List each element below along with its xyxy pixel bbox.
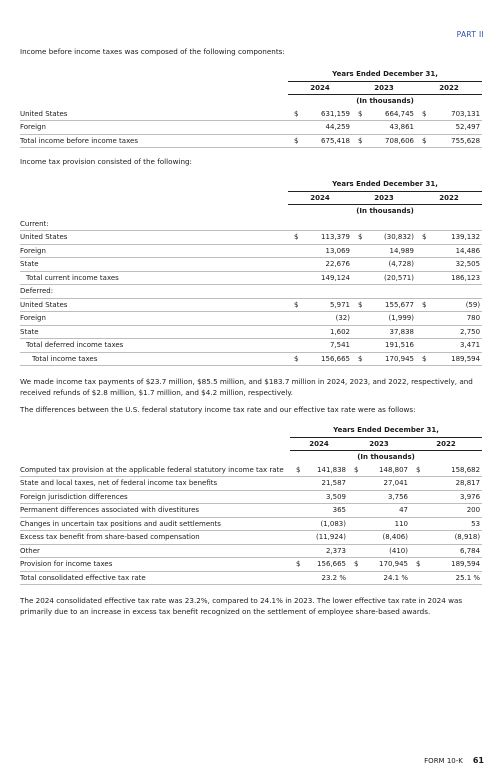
row-value: 27,041: [362, 477, 410, 491]
row-value: 14,486: [430, 244, 482, 258]
dollar-sign: [416, 339, 430, 353]
row-value: 53: [424, 517, 482, 531]
dollar-sign: [288, 339, 302, 353]
row-value: 675,418: [302, 134, 352, 148]
payments-paragraph: We made income tax payments of $23.7 million, $85.5 million, and $183.7 million in 2024, 2023, and 2022, respectively, and received refunds of $2.8 million, $1.7 million, and $4.2 million, respectively.: [20, 377, 473, 397]
dollar-sign: $: [352, 134, 366, 148]
dollar-sign: [348, 490, 362, 504]
row-value: 37,838: [366, 325, 416, 339]
dollar-sign: [410, 504, 424, 518]
row-value: (4,728): [366, 258, 416, 272]
dollar-sign: [288, 271, 302, 285]
row-value: (1,083): [302, 517, 348, 531]
row-value: 186,123: [430, 271, 482, 285]
dollar-sign: [416, 271, 430, 285]
dollar-sign: [352, 244, 366, 258]
table-row: [20, 325, 482, 339]
dollar-sign: [410, 477, 424, 491]
row-value: 3,509: [302, 490, 348, 504]
dollar-sign: [348, 571, 362, 585]
row-value: 155,677: [366, 298, 416, 312]
row-label: State and local taxes, net of federal income tax benefits: [20, 477, 290, 491]
row-value: 755,628: [430, 134, 482, 148]
row-value: 141,838: [302, 464, 348, 477]
header-spacer: [20, 178, 288, 191]
table-row: [20, 121, 482, 135]
row-label: Total consolidated effective tax rate: [20, 571, 290, 585]
dollar-sign: [290, 504, 302, 518]
row-value: 170,945: [366, 352, 416, 366]
dollar-sign: [410, 531, 424, 545]
row-value: 5,971: [302, 298, 352, 312]
row-label: United States: [20, 108, 288, 121]
row-value: 7,541: [302, 339, 352, 353]
table-title: Years Ended December 31,: [288, 178, 482, 191]
year-header: 2024: [290, 437, 348, 451]
page-number: 61: [472, 756, 484, 765]
table-row: [20, 504, 482, 518]
row-value: 113,379: [302, 231, 352, 245]
table-row: [20, 490, 482, 504]
section-label: Deferred:: [20, 285, 482, 299]
row-value: 156,665: [302, 352, 352, 366]
header-spacer: [20, 451, 290, 464]
dollar-sign: [352, 325, 366, 339]
form-label: FORM 10-K: [424, 757, 463, 765]
dollar-sign: [352, 121, 366, 135]
table-row: [20, 298, 482, 312]
row-label: State: [20, 325, 288, 339]
row-value: (11,924): [302, 531, 348, 545]
row-label: Changes in uncertain tax positions and audit settlements: [20, 517, 290, 531]
table-row: [20, 312, 482, 326]
row-value: (32): [302, 312, 352, 326]
dollar-sign: $: [348, 464, 362, 477]
row-value: 149,124: [302, 271, 352, 285]
year-header: 2024: [288, 81, 352, 95]
row-value: 6,784: [424, 544, 482, 558]
dollar-sign: [352, 339, 366, 353]
dollar-sign: [352, 312, 366, 326]
row-label: Excess tax benefit from share-based compensation: [20, 531, 290, 545]
table-row: [20, 271, 482, 285]
table-row: [20, 571, 482, 585]
row-label: Total current income taxes: [20, 271, 288, 285]
row-value: 21,587: [302, 477, 348, 491]
unit-label: (In thousands): [357, 453, 415, 462]
dollar-sign: $: [410, 464, 424, 477]
dollar-sign: $: [352, 298, 366, 312]
header-spacer: [20, 437, 290, 451]
row-value: 708,606: [366, 134, 416, 148]
dollar-sign: [290, 531, 302, 545]
row-label: Total income before income taxes: [20, 134, 288, 148]
dollar-sign: $: [288, 298, 302, 312]
row-value: 2,373: [302, 544, 348, 558]
row-value: 703,131: [430, 108, 482, 121]
dollar-sign: [288, 258, 302, 272]
row-label: United States: [20, 298, 288, 312]
row-label: Provision for income taxes: [20, 558, 290, 572]
row-value: 1,602: [302, 325, 352, 339]
year-header: 2023: [352, 191, 416, 205]
row-value: 780: [430, 312, 482, 326]
row-value: (410): [362, 544, 410, 558]
table-row: [20, 477, 482, 491]
row-value: 52,497: [430, 121, 482, 135]
differences-paragraph: The differences between the U.S. federal statutory income tax rate and our effective tax rate were as follows:: [20, 405, 416, 414]
table-row: [20, 231, 482, 245]
row-label: United States: [20, 231, 288, 245]
dollar-sign: [416, 325, 430, 339]
row-value: 158,682: [424, 464, 482, 477]
header-spacer: [20, 68, 288, 81]
dollar-sign: $: [416, 134, 430, 148]
table-row: [20, 544, 482, 558]
row-value: 156,665: [302, 558, 348, 572]
dollar-sign: [416, 258, 430, 272]
effective-rate-table: [20, 424, 482, 585]
income-before-taxes-table: [20, 68, 482, 148]
row-value: 148,807: [362, 464, 410, 477]
section1-intro: Income before income taxes was composed of the following components:: [20, 47, 285, 56]
dollar-sign: [288, 312, 302, 326]
row-value: 22,676: [302, 258, 352, 272]
header-spacer: [20, 191, 288, 205]
table-row: [20, 108, 482, 121]
dollar-sign: [410, 571, 424, 585]
row-value: (8,406): [362, 531, 410, 545]
row-value: 2,750: [430, 325, 482, 339]
row-label: Total deferred income taxes: [20, 339, 288, 353]
row-value: 139,132: [430, 231, 482, 245]
dollar-sign: [290, 544, 302, 558]
row-label: Total income taxes: [20, 352, 288, 366]
dollar-sign: $: [352, 231, 366, 245]
dollar-sign: [348, 477, 362, 491]
section2-intro: Income tax provision consisted of the following:: [20, 157, 192, 166]
table-row: [20, 258, 482, 272]
dollar-sign: $: [290, 558, 302, 572]
row-value: 44,259: [302, 121, 352, 135]
dollar-sign: [288, 244, 302, 258]
dollar-sign: [410, 544, 424, 558]
year-header: 2024: [288, 191, 352, 205]
table-row: [20, 134, 482, 148]
row-value: (20,571): [366, 271, 416, 285]
row-value: 32,505: [430, 258, 482, 272]
header-spacer: [20, 95, 288, 108]
row-value: (8,918): [424, 531, 482, 545]
part-label: PART II: [456, 30, 484, 39]
row-value: 200: [424, 504, 482, 518]
row-value: 23.2 %: [302, 571, 348, 585]
dollar-sign: $: [416, 231, 430, 245]
dollar-sign: $: [352, 108, 366, 121]
table-row: [20, 352, 482, 366]
row-value: 25.1 %: [424, 571, 482, 585]
table-title: Years Ended December 31,: [288, 68, 482, 81]
dollar-sign: $: [290, 464, 302, 477]
row-label: Foreign: [20, 244, 288, 258]
row-value: (1,999): [366, 312, 416, 326]
row-value: 14,989: [366, 244, 416, 258]
table-row: [20, 558, 482, 572]
row-value: 365: [302, 504, 348, 518]
row-value: 3,976: [424, 490, 482, 504]
table-row: [20, 531, 482, 545]
dollar-sign: [290, 571, 302, 585]
dollar-sign: $: [416, 108, 430, 121]
dollar-sign: [288, 121, 302, 135]
row-value: 3,756: [362, 490, 410, 504]
row-value: (30,832): [366, 231, 416, 245]
year-header: 2023: [352, 81, 416, 95]
dollar-sign: [416, 244, 430, 258]
table-row: [20, 244, 482, 258]
row-value: 24.1 %: [362, 571, 410, 585]
header-spacer: [20, 81, 288, 95]
dollar-sign: [416, 312, 430, 326]
dollar-sign: $: [288, 108, 302, 121]
dollar-sign: $: [416, 298, 430, 312]
dollar-sign: $: [416, 352, 430, 366]
header-spacer: [20, 424, 290, 437]
dollar-sign: [348, 517, 362, 531]
dollar-sign: $: [352, 352, 366, 366]
unit-label: (In thousands): [356, 207, 414, 216]
dollar-sign: [288, 325, 302, 339]
income-tax-provision-table: [20, 178, 482, 366]
row-label: Foreign: [20, 121, 288, 135]
row-value: 28,817: [424, 477, 482, 491]
row-label: Foreign: [20, 312, 288, 326]
header-spacer: [20, 205, 288, 218]
dollar-sign: [416, 121, 430, 135]
row-value: (59): [430, 298, 482, 312]
row-value: 189,594: [430, 352, 482, 366]
table-row: [20, 464, 482, 477]
dollar-sign: $: [288, 134, 302, 148]
row-value: 631,159: [302, 108, 352, 121]
year-header: 2023: [348, 437, 410, 451]
row-label: Permanent differences associated with divestitures: [20, 504, 290, 518]
dollar-sign: [352, 271, 366, 285]
year-header: 2022: [416, 191, 482, 205]
dollar-sign: $: [410, 558, 424, 572]
unit-label: (In thousands): [356, 97, 414, 106]
row-value: 47: [362, 504, 410, 518]
table-row: [20, 517, 482, 531]
effective-rate-paragraph: The 2024 consolidated effective tax rate was 23.2%, compared to 24.1% in 2023. The lower effective tax rate in 2024 was primarily due to an increase in excess tax benefit recognized on the settlement of employee share-based awards.: [20, 596, 463, 616]
row-label: Other: [20, 544, 290, 558]
dollar-sign: [352, 258, 366, 272]
dollar-sign: [290, 477, 302, 491]
row-label: Computed tax provision at the applicable federal statutory income tax rate: [20, 464, 290, 477]
dollar-sign: $: [348, 558, 362, 572]
row-label: Foreign jurisdiction differences: [20, 490, 290, 504]
year-header: 2022: [410, 437, 482, 451]
dollar-sign: [290, 490, 302, 504]
row-value: 3,471: [430, 339, 482, 353]
dollar-sign: $: [288, 352, 302, 366]
table-title: Years Ended December 31,: [290, 424, 482, 437]
dollar-sign: [348, 531, 362, 545]
row-label: State: [20, 258, 288, 272]
section-label: Current:: [20, 218, 482, 231]
dollar-sign: $: [288, 231, 302, 245]
row-value: 110: [362, 517, 410, 531]
row-value: 191,516: [366, 339, 416, 353]
dollar-sign: [348, 504, 362, 518]
year-header: 2022: [416, 81, 482, 95]
row-value: 170,945: [362, 558, 410, 572]
dollar-sign: [290, 517, 302, 531]
row-value: 13,069: [302, 244, 352, 258]
page-footer: [424, 756, 484, 765]
table-row: [20, 339, 482, 353]
row-value: 43,861: [366, 121, 416, 135]
row-value: 664,745: [366, 108, 416, 121]
row-value: 189,594: [424, 558, 482, 572]
dollar-sign: [410, 490, 424, 504]
dollar-sign: [348, 544, 362, 558]
dollar-sign: [410, 517, 424, 531]
